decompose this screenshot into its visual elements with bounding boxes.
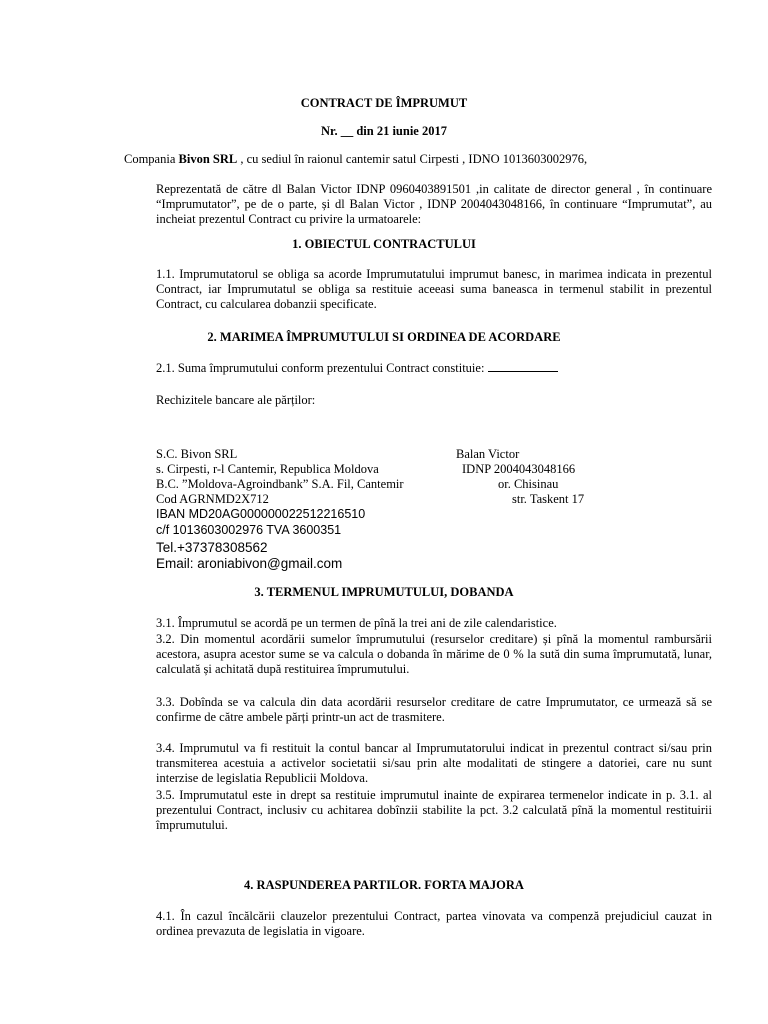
section-4-heading: 4. RASPUNDEREA PARTILOR. FORTA MAJORA — [244, 878, 524, 892]
borrower-street: str. Taskent 17 — [512, 492, 585, 506]
company-intro — [124, 152, 587, 167]
clause-3-4: 3.4. Imprumutul va fi restituit la contul bancar al Imprumutatorului indicat in prezentul contract si/sau prin transmiterea acestuia a activelor societatii si/sau prin alte modalitati de stingere a datoriei, care nu sunt interzise de legislatia Republicii Moldova. — [156, 741, 712, 785]
section-3-heading: 3. TERMENUL IMPRUMUTULUI, DOBANDA — [254, 585, 514, 599]
section-1-heading: 1. OBIECTUL CONTRACTULUI — [292, 237, 476, 251]
representation-line-1 — [156, 182, 712, 227]
lender-phone: Tel.+37378308562 — [156, 540, 268, 555]
clause-2-1 — [156, 360, 558, 376]
clause-3-3: 3.3. Dobînda se va calcula din data acordării resurselor creditare de catre Imprumutator, ce urmează să se confirme de către ambele părți printr-un act de trasmitere. — [156, 695, 712, 724]
lender-bank: B.C. ”Moldova-Agroindbank” S.A. Fil, Cantemir — [156, 477, 404, 491]
section-2-heading: 2. MARIMEA ÎMPRUMUTULUI SI ORDINEA DE ACORDARE — [207, 330, 561, 344]
company-intro-prefix: Compania — [124, 152, 179, 166]
lender-fiscal-code: c/f 1013603002976 TVA 3600351 — [156, 523, 342, 537]
borrower-city: or. Chisinau — [498, 477, 559, 491]
clause-1-1-text: 1.1. Imprumutatorul se obliga sa acorde Imprumutatului imprumut banesc, in marimea indicata in prezentul Contract, iar Imprumutatul se obliga sa restituie aceeasi suma baneasca in termenul stabilit in prezentul Contract, cu calcularea dobanzii specificate. — [156, 267, 712, 311]
contract-number-date: Nr. __ din 21 iunie 2017 — [321, 124, 447, 138]
lender-name: S.C. Bivon SRL — [156, 447, 238, 461]
lender-iban: IBAN MD20AG000000022512216510 — [156, 507, 366, 521]
clause-3-1: 3.1. Împrumutul se acordă pe un termen de pînă la trei ani de zile calendaristice. — [156, 616, 557, 630]
borrower-idnp: IDNP 2004043048166 — [462, 462, 576, 476]
lender-address: s. Cirpesti, r-l Cantemir, Republica Moldova — [156, 462, 379, 476]
clause-4-1: 4.1. În cazul încălcării clauzelor prezentului Contract, partea vinovata va compenză prejudiciul cauzat in ordinea prevazuta de legislatia in vigoare. — [156, 909, 712, 938]
representation-text: Reprezentată de către dl Balan Victor IDNP 0960403891501 ,in calitate de director general , în continuare “Imprumutator”, pe de o parte, și dl Balan Victor , IDNP 2004043048166, în continuare “Imprumutat”, au incheiat prezentul Contract cu privire la urmatoarele: — [156, 182, 712, 226]
company-intro-rest: , cu sediul în raionul cantemir satul Cirpesti , IDNO 1013603002976, — [237, 152, 588, 166]
clause-3-2: 3.2. Din momentul acordării sumelor împrumutului (resurselor creditare) și pînă la momentul rambursării acestora, asupra acestor sume se va calcula o dobanda în mărime de 0 % la sută din suma împrumutată, lunar, calculată și achitată după restituirea împrumutului. — [156, 632, 712, 676]
lender-bank-code: Cod AGRNMD2X712 — [156, 492, 269, 506]
lender-email: Email: aroniabivon@gmail.com — [156, 556, 343, 571]
company-name: Bivon SRL — [178, 152, 238, 166]
borrower-name: Balan Victor — [456, 447, 520, 461]
bank-details-label: Rechizitele bancare ale părților: — [156, 393, 316, 407]
clause-1-1 — [156, 267, 712, 312]
clause-2-1-text: 2.1. Suma împrumutului conform prezentului Contract constituie: — [156, 361, 488, 375]
document-title: CONTRACT DE ÎMPRUMUT — [300, 96, 468, 110]
clause-3-5: 3.5. Imprumutatul este in drept sa restituie imprumutul inainte de expirarea termenelor indicate in p. 3.1. al prezentului Contract, inclusiv cu achitarea dobînzii stabilite la pct. 3.2 calculată pînă la momentul restituirii împrumutului. — [156, 788, 712, 832]
loan-amount-blank — [488, 360, 558, 372]
